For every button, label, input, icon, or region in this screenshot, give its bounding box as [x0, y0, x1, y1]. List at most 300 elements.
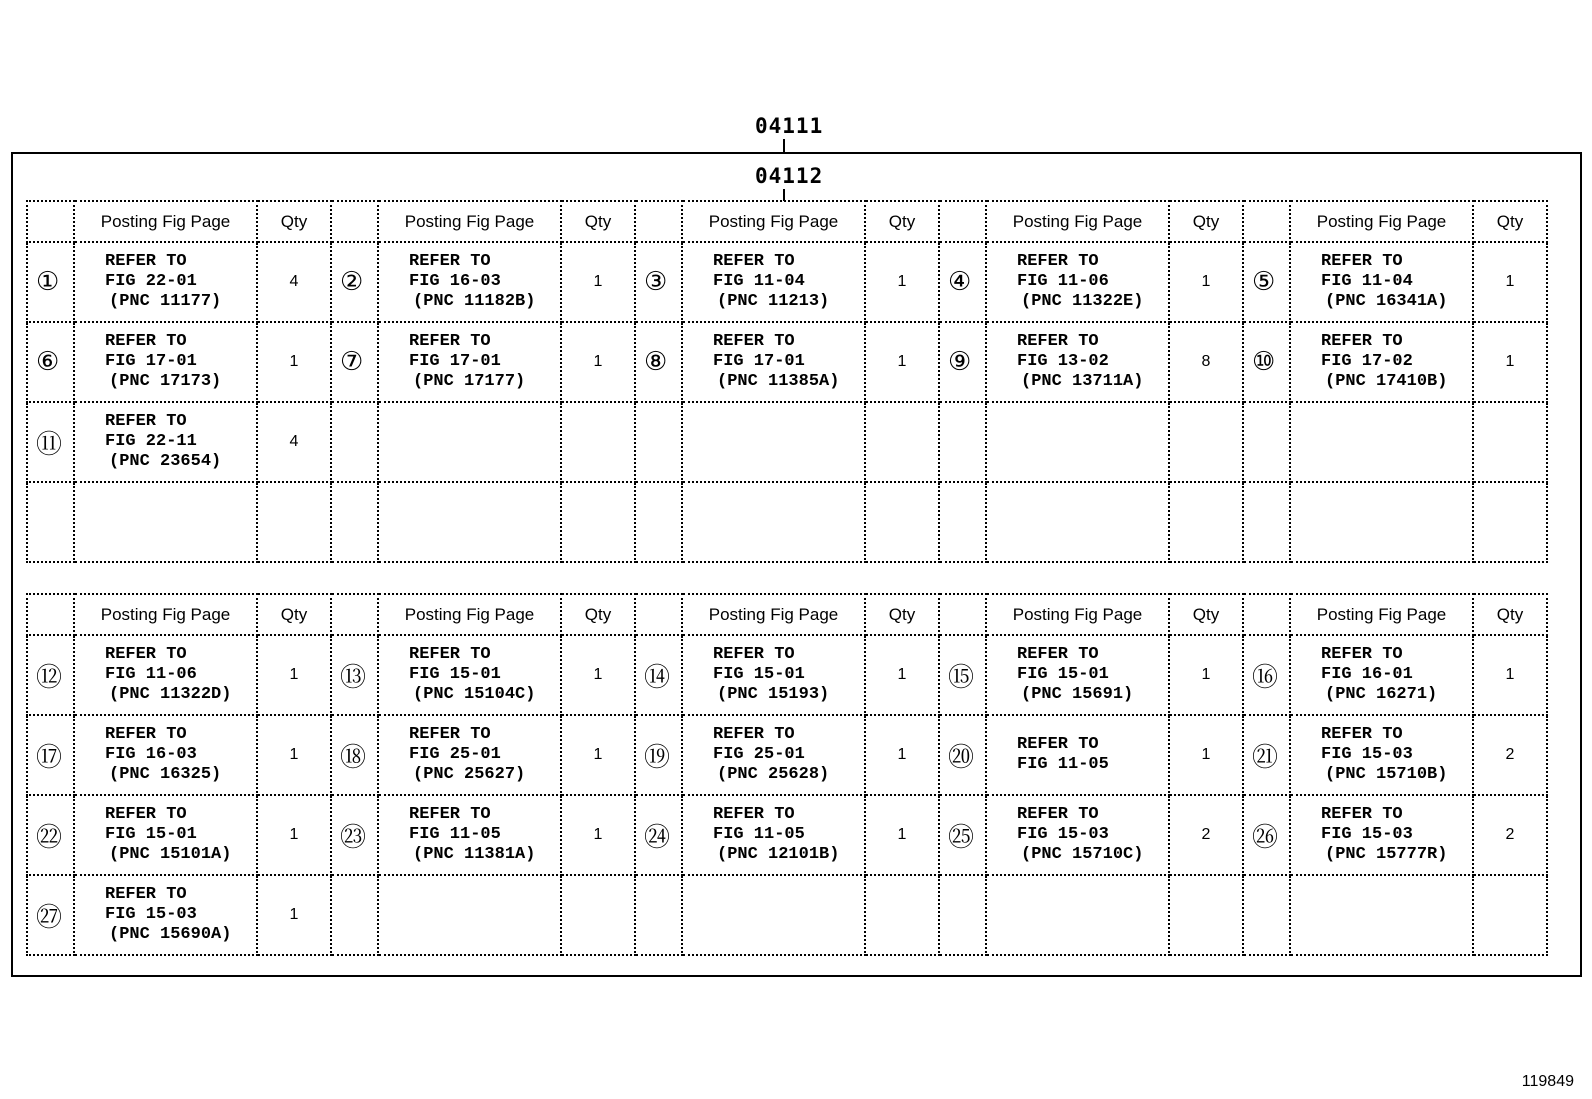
qty-cell: [865, 482, 939, 562]
qty-value: 1: [593, 273, 603, 290]
refer-to-text: REFER TO: [1017, 252, 1099, 271]
table-row: [27, 795, 1547, 875]
qty-cell: [1473, 482, 1547, 562]
part-number-cell: [27, 795, 74, 875]
part-number-cell: [635, 715, 682, 795]
qty-value: 4: [289, 273, 299, 290]
part-number-cell: [1243, 482, 1290, 562]
pnc-text: (PNC 11322E): [1021, 292, 1144, 311]
qty-value: 1: [897, 273, 907, 290]
posting-ref-cell: [682, 402, 865, 482]
fig-ref-text: FIG 25-01: [409, 745, 501, 764]
posting-ref-cell: [986, 715, 1169, 795]
qty-cell: [1169, 402, 1243, 482]
posting-ref-cell: [378, 635, 561, 715]
pnc-text: (PNC 12101B): [717, 845, 840, 864]
header-qty-cell: Qty: [561, 594, 635, 635]
refer-to-text: REFER TO: [409, 332, 491, 351]
header-number-cell: [1243, 201, 1290, 242]
callout-number: ⑥: [36, 347, 60, 377]
part-number-cell: [939, 242, 986, 322]
qty-cell: [257, 795, 331, 875]
header-posting-cell: Posting Fig Page: [74, 594, 257, 635]
posting-ref-cell: [74, 795, 257, 875]
qty-cell: [1473, 875, 1547, 955]
posting-ref-cell: [74, 402, 257, 482]
fig-ref-text: FIG 11-04: [1321, 272, 1413, 291]
callout-number: ⑫: [36, 662, 63, 693]
qty-cell: [865, 795, 939, 875]
table-row: [27, 322, 1547, 402]
posting-ref-cell: [682, 875, 865, 955]
header-number-cell: [939, 594, 986, 635]
assembly-leader-line: [783, 139, 785, 152]
posting-ref-cell: [682, 242, 865, 322]
callout-number: ④: [948, 267, 972, 297]
callout-number: ⑬: [340, 662, 367, 693]
part-number-cell: [331, 635, 378, 715]
header-number-cell: [27, 201, 74, 242]
qty-value: 8: [1201, 353, 1211, 370]
part-number-cell: [27, 875, 74, 955]
part-number-cell: [939, 875, 986, 955]
refer-to-text: REFER TO: [713, 805, 795, 824]
pnc-text: (PNC 17410B): [1325, 372, 1448, 391]
callout-number: ②: [340, 267, 364, 297]
part-number-cell: [635, 482, 682, 562]
qty-cell: [561, 875, 635, 955]
fig-ref-text: FIG 15-01: [105, 825, 197, 844]
qty-value: 1: [289, 353, 299, 370]
part-number-cell: [1243, 402, 1290, 482]
posting-ref-cell: [74, 242, 257, 322]
qty-value: 2: [1201, 826, 1211, 843]
qty-cell: [1473, 795, 1547, 875]
qty-cell: [1473, 242, 1547, 322]
pnc-text: (PNC 15193): [717, 685, 830, 704]
refer-to-text: REFER TO: [713, 252, 795, 271]
header-qty-cell: Qty: [1169, 201, 1243, 242]
posting-ref-cell: [74, 875, 257, 955]
qty-cell: [865, 242, 939, 322]
fig-ref-text: FIG 15-03: [1321, 745, 1413, 764]
part-number-cell: [331, 242, 378, 322]
qty-cell: [257, 402, 331, 482]
refer-to-text: REFER TO: [1017, 645, 1099, 664]
qty-cell: [257, 635, 331, 715]
qty-value: 1: [593, 746, 603, 763]
posting-ref-cell: [1290, 875, 1473, 955]
callout-number: ⑦: [340, 347, 364, 377]
qty-value: 1: [289, 906, 299, 923]
qty-cell: [561, 242, 635, 322]
pnc-text: (PNC 11385A): [717, 372, 840, 391]
part-number-cell: [635, 635, 682, 715]
pnc-text: (PNC 15710B): [1325, 765, 1448, 784]
fig-ref-text: FIG 15-01: [409, 665, 501, 684]
part-number-cell: [331, 402, 378, 482]
header-number-cell: [331, 201, 378, 242]
pnc-text: (PNC 11213): [717, 292, 830, 311]
header-posting-cell: Posting Fig Page: [1290, 594, 1473, 635]
qty-value: 1: [593, 353, 603, 370]
table-row: [27, 482, 1547, 562]
table-header-row: [27, 594, 1547, 635]
posting-ref-cell: [986, 875, 1169, 955]
fig-ref-text: FIG 11-05: [409, 825, 501, 844]
qty-cell: [561, 322, 635, 402]
part-number-cell: [939, 795, 986, 875]
posting-ref-cell: [1290, 322, 1473, 402]
posting-ref-cell: [1290, 402, 1473, 482]
fig-ref-text: FIG 16-01: [1321, 665, 1413, 684]
fig-ref-text: FIG 17-01: [409, 352, 501, 371]
callout-number: ㉑: [1252, 742, 1279, 773]
part-number-cell: [331, 482, 378, 562]
fig-ref-text: FIG 17-01: [105, 352, 197, 371]
header-qty-cell: Qty: [1169, 594, 1243, 635]
refer-to-text: REFER TO: [1017, 805, 1099, 824]
header-number-cell: [1243, 594, 1290, 635]
qty-value: 2: [1505, 826, 1515, 843]
fig-ref-text: FIG 13-02: [1017, 352, 1109, 371]
part-number-cell: [27, 482, 74, 562]
refer-to-text: REFER TO: [105, 805, 187, 824]
header-qty-cell: Qty: [561, 201, 635, 242]
qty-cell: [865, 635, 939, 715]
part-number-cell: [27, 635, 74, 715]
refer-to-text: REFER TO: [105, 412, 187, 431]
posting-ref-cell: [986, 402, 1169, 482]
callout-number: ⑨: [948, 347, 972, 377]
refer-to-text: REFER TO: [713, 332, 795, 351]
part-number-cell: [1243, 242, 1290, 322]
table-header-row: [27, 201, 1547, 242]
callout-number: ㉗: [36, 902, 63, 933]
posting-ref-cell: [378, 482, 561, 562]
fig-ref-text: FIG 11-06: [1017, 272, 1109, 291]
header-posting-cell: Posting Fig Page: [682, 594, 865, 635]
header-qty-cell: Qty: [257, 594, 331, 635]
header-qty-cell: Qty: [1473, 594, 1547, 635]
qty-cell: [561, 635, 635, 715]
posting-ref-cell: [1290, 482, 1473, 562]
posting-ref-cell: [74, 322, 257, 402]
part-number-cell: [27, 242, 74, 322]
fig-ref-text: FIG 15-03: [105, 905, 197, 924]
posting-ref-cell: [1290, 635, 1473, 715]
callout-number: ⑮: [948, 662, 975, 693]
qty-cell: [1169, 715, 1243, 795]
qty-value: 1: [593, 826, 603, 843]
header-posting-cell: Posting Fig Page: [1290, 201, 1473, 242]
refer-to-text: REFER TO: [409, 725, 491, 744]
header-number-cell: [939, 201, 986, 242]
header-number-cell: [27, 594, 74, 635]
header-number-cell: [635, 201, 682, 242]
fig-ref-text: FIG 15-03: [1017, 825, 1109, 844]
qty-value: 1: [1201, 273, 1211, 290]
qty-value: 1: [897, 353, 907, 370]
callout-number: ⑲: [644, 742, 671, 773]
callout-number: ㉒: [36, 822, 63, 853]
pnc-text: (PNC 13711A): [1021, 372, 1144, 391]
qty-cell: [1473, 322, 1547, 402]
refer-to-text: REFER TO: [105, 885, 187, 904]
posting-ref-cell: [74, 482, 257, 562]
fig-ref-text: FIG 16-03: [409, 272, 501, 291]
qty-cell: [257, 715, 331, 795]
fig-ref-text: FIG 15-01: [1017, 665, 1109, 684]
pnc-text: (PNC 23654): [109, 452, 222, 471]
header-qty-cell: Qty: [257, 201, 331, 242]
fig-ref-text: FIG 11-05: [713, 825, 805, 844]
posting-ref-cell: [682, 795, 865, 875]
part-number-cell: [27, 715, 74, 795]
callout-number: ⑱: [340, 742, 367, 773]
callout-number: ㉕: [948, 822, 975, 853]
posting-ref-cell: [682, 635, 865, 715]
part-number-cell: [1243, 875, 1290, 955]
pnc-text: (PNC 15710C): [1021, 845, 1144, 864]
part-number-cell: [635, 322, 682, 402]
header-posting-cell: Posting Fig Page: [986, 594, 1169, 635]
qty-cell: [1169, 795, 1243, 875]
callout-number: ⑪: [36, 429, 63, 460]
posting-ref-cell: [1290, 795, 1473, 875]
header-posting-cell: Posting Fig Page: [986, 201, 1169, 242]
header-posting-cell: Posting Fig Page: [682, 201, 865, 242]
qty-cell: [1473, 635, 1547, 715]
fig-ref-text: FIG 17-02: [1321, 352, 1413, 371]
refer-to-text: REFER TO: [409, 252, 491, 271]
part-number-cell: [939, 715, 986, 795]
table-row: [27, 242, 1547, 322]
part-number-cell: [331, 322, 378, 402]
part-number-cell: [939, 322, 986, 402]
fig-ref-text: FIG 25-01: [713, 745, 805, 764]
part-number-cell: [331, 875, 378, 955]
refer-to-text: REFER TO: [105, 332, 187, 351]
refer-to-text: REFER TO: [1017, 735, 1099, 754]
header-number-cell: [635, 594, 682, 635]
refer-to-text: REFER TO: [713, 725, 795, 744]
part-number-cell: [1243, 635, 1290, 715]
qty-cell: [561, 715, 635, 795]
qty-cell: [865, 402, 939, 482]
fig-ref-text: FIG 16-03: [105, 745, 197, 764]
refer-to-text: REFER TO: [105, 725, 187, 744]
pnc-text: (PNC 16325): [109, 765, 222, 784]
qty-cell: [1169, 482, 1243, 562]
part-number-cell: [939, 482, 986, 562]
part-number-cell: [635, 875, 682, 955]
pnc-text: (PNC 25628): [717, 765, 830, 784]
refer-to-text: REFER TO: [105, 252, 187, 271]
posting-ref-cell: [378, 715, 561, 795]
qty-cell: [1473, 402, 1547, 482]
qty-value: 1: [289, 666, 299, 683]
callout-number: ⑧: [644, 347, 668, 377]
fig-ref-text: FIG 15-03: [1321, 825, 1413, 844]
fig-ref-text: FIG 11-04: [713, 272, 805, 291]
qty-value: 1: [1201, 666, 1211, 683]
fig-ref-text: FIG 17-01: [713, 352, 805, 371]
qty-cell: [561, 482, 635, 562]
callout-number: ⑤: [1252, 267, 1276, 297]
header-qty-cell: Qty: [865, 201, 939, 242]
refer-to-text: REFER TO: [1017, 332, 1099, 351]
posting-ref-cell: [986, 242, 1169, 322]
fig-ref-text: FIG 22-01: [105, 272, 197, 291]
qty-cell: [1473, 715, 1547, 795]
posting-ref-cell: [986, 635, 1169, 715]
qty-value: 1: [1505, 273, 1515, 290]
refer-to-text: REFER TO: [1321, 645, 1403, 664]
table-row: [27, 402, 1547, 482]
table-row: [27, 635, 1547, 715]
part-number-cell: [27, 402, 74, 482]
fig-ref-text: FIG 11-06: [105, 665, 197, 684]
refer-to-text: REFER TO: [1321, 332, 1403, 351]
pnc-text: (PNC 15777R): [1325, 845, 1448, 864]
pnc-text: (PNC 15104C): [413, 685, 536, 704]
pnc-text: (PNC 11381A): [413, 845, 536, 864]
part-number-cell: [331, 715, 378, 795]
posting-ref-cell: [682, 715, 865, 795]
pnc-text: (PNC 25627): [413, 765, 526, 784]
refer-to-text: REFER TO: [713, 645, 795, 664]
part-number-cell: [27, 322, 74, 402]
illustration-code: 119849: [1521, 1073, 1574, 1090]
qty-cell: [1169, 242, 1243, 322]
callout-number: ㉖: [1252, 822, 1279, 853]
pnc-text: (PNC 17173): [109, 372, 222, 391]
posting-ref-cell: [378, 795, 561, 875]
part-number-cell: [939, 635, 986, 715]
refer-to-text: REFER TO: [1321, 805, 1403, 824]
qty-cell: [561, 795, 635, 875]
posting-ref-cell: [74, 715, 257, 795]
qty-value: 4: [289, 433, 299, 450]
qty-cell: [865, 322, 939, 402]
qty-value: 1: [593, 666, 603, 683]
qty-value: 1: [897, 746, 907, 763]
header-posting-cell: Posting Fig Page: [378, 594, 561, 635]
part-number-cell: [1243, 322, 1290, 402]
sub-assembly-label: 04112: [755, 164, 824, 188]
fig-ref-text: FIG 22-11: [105, 432, 197, 451]
qty-cell: [257, 482, 331, 562]
header-qty-cell: Qty: [1473, 201, 1547, 242]
posting-ref-cell: [378, 322, 561, 402]
part-number-cell: [635, 402, 682, 482]
qty-cell: [865, 715, 939, 795]
qty-value: 1: [1505, 666, 1515, 683]
pnc-text: (PNC 16341A): [1325, 292, 1448, 311]
callout-number: ⑯: [1252, 662, 1279, 693]
pnc-text: (PNC 16271): [1325, 685, 1438, 704]
posting-ref-cell: [1290, 242, 1473, 322]
fig-ref-text: FIG 11-05: [1017, 755, 1109, 774]
qty-value: 1: [289, 746, 299, 763]
callout-number: ⑭: [644, 662, 671, 693]
qty-value: 1: [289, 826, 299, 843]
part-number-cell: [1243, 715, 1290, 795]
posting-ref-cell: [986, 795, 1169, 875]
callout-number: ⑰: [36, 742, 63, 773]
header-posting-cell: Posting Fig Page: [378, 201, 561, 242]
callout-number: ㉓: [340, 822, 367, 853]
callout-number: ①: [36, 267, 60, 297]
pnc-text: (PNC 15101A): [109, 845, 232, 864]
pnc-text: (PNC 11177): [109, 292, 222, 311]
header-posting-cell: Posting Fig Page: [74, 201, 257, 242]
qty-cell: [1169, 322, 1243, 402]
qty-value: 1: [897, 826, 907, 843]
part-number-cell: [939, 402, 986, 482]
posting-ref-cell: [378, 242, 561, 322]
part-number-cell: [331, 795, 378, 875]
posting-ref-cell: [74, 635, 257, 715]
posting-ref-cell: [682, 322, 865, 402]
header-qty-cell: Qty: [865, 594, 939, 635]
pnc-text: (PNC 11182B): [413, 292, 536, 311]
qty-value: 1: [897, 666, 907, 683]
part-number-cell: [1243, 795, 1290, 875]
refer-to-text: REFER TO: [409, 805, 491, 824]
part-number-cell: [635, 795, 682, 875]
refer-to-text: REFER TO: [1321, 725, 1403, 744]
qty-cell: [865, 875, 939, 955]
pnc-text: (PNC 17177): [413, 372, 526, 391]
callout-number: ③: [644, 267, 668, 297]
refer-to-text: REFER TO: [409, 645, 491, 664]
table-row: [27, 715, 1547, 795]
pnc-text: (PNC 11322D): [109, 685, 232, 704]
callout-number: ⑩: [1252, 347, 1276, 377]
qty-cell: [561, 402, 635, 482]
qty-cell: [257, 875, 331, 955]
assembly-label: 04111: [755, 114, 824, 138]
pnc-text: (PNC 15690A): [109, 925, 232, 944]
posting-ref-cell: [682, 482, 865, 562]
posting-ref-cell: [986, 482, 1169, 562]
posting-ref-cell: [1290, 715, 1473, 795]
qty-value: 1: [1201, 746, 1211, 763]
refer-to-text: REFER TO: [1321, 252, 1403, 271]
parts-table-2: [26, 593, 1548, 956]
parts-table-1: [26, 200, 1548, 563]
pnc-text: (PNC 15691): [1021, 685, 1134, 704]
part-number-cell: [635, 242, 682, 322]
table-row: [27, 875, 1547, 955]
qty-cell: [257, 322, 331, 402]
callout-number: ㉔: [644, 822, 671, 853]
posting-ref-cell: [986, 322, 1169, 402]
qty-value: 1: [1505, 353, 1515, 370]
fig-ref-text: FIG 15-01: [713, 665, 805, 684]
posting-ref-cell: [378, 875, 561, 955]
posting-ref-cell: [378, 402, 561, 482]
qty-cell: [1169, 635, 1243, 715]
refer-to-text: REFER TO: [105, 645, 187, 664]
qty-value: 2: [1505, 746, 1515, 763]
header-number-cell: [331, 594, 378, 635]
qty-cell: [257, 242, 331, 322]
qty-cell: [1169, 875, 1243, 955]
callout-number: ⑳: [948, 742, 975, 773]
